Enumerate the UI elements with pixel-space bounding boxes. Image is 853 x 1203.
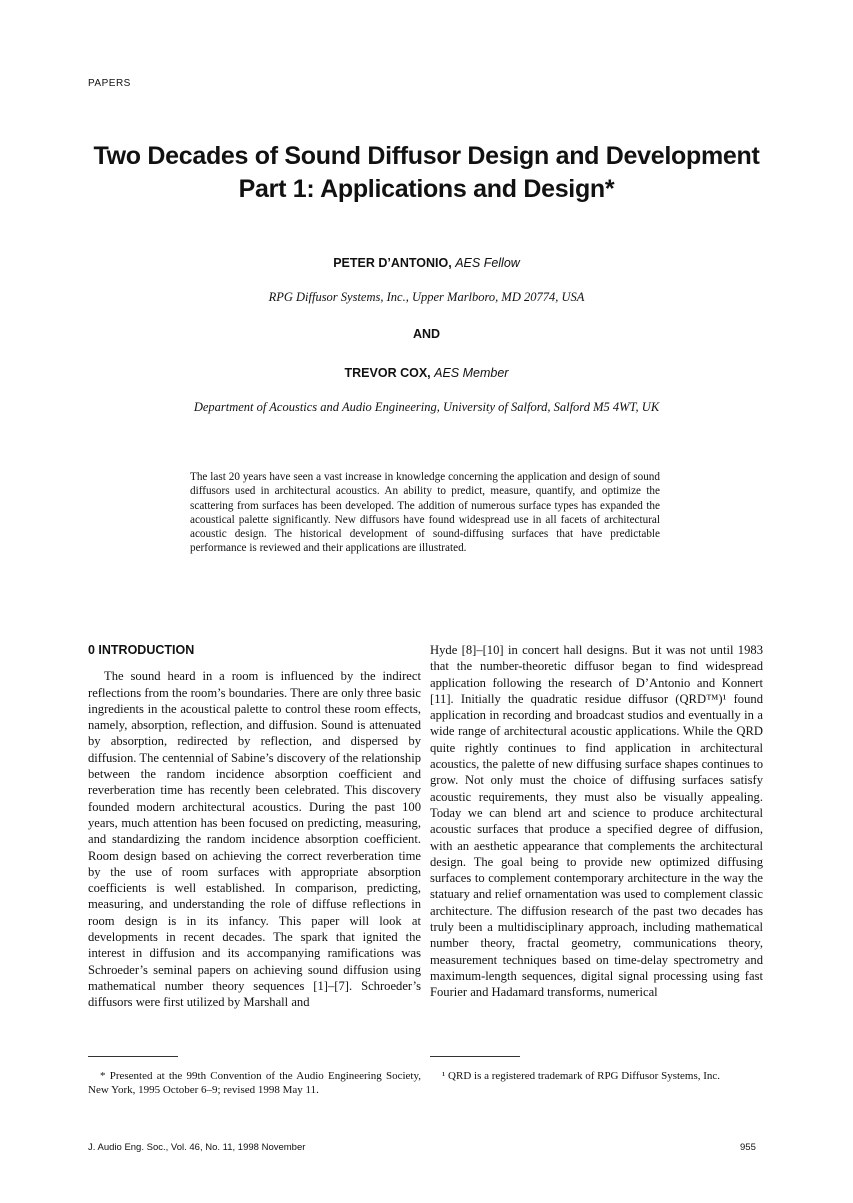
intro-paragraph-left: The sound heard in a room is influenced by the indirect reflections from the room’s boundaries. There are only three basic ingredients in the acoustical palette to control these room effects, namely, absorption, reflection, and diffusion. Sound is attenuated by absorption, redirected by reflection, and dispersed by diffusion. The centennial of Sabine’s discovery of the relationship between the random incidence absorption coefficient and reverberation time has recently been celebrated. This discovery founded modern architectural acoustics. During the past 100 years, much attention has been focused on predicting, measuring, and standardizing the random incidence absorption coefficient. Room design based on achieving the correct reverberation time by the use of room surfaces with appropriate absorption coefficients is well established. In comparison, predicting, measuring, and understanding the role of diffuse reflections in room design is in its infancy. This paper will look at developments in recent decades. The spark that ignited the interest in diffusion and its accompanying ramifications was Schroeder’s seminal papers on achieving sound diffusion using mathematical number theory sequences [1]–[7]. Schroeder’s diffusors were first utilized by Marshall and	[88, 669, 421, 1010]
footer-journal-citation: J. Audio Eng. Soc., Vol. 46, No. 11, 1998 November	[88, 1142, 306, 1153]
abstract: The last 20 years have seen a vast increase in knowledge concerning the application and design of sound diffusors used in architectural acoustics. An ability to predict, measure, quantify, and optimize the scattering from surfaces has been developed. The addition of numerous surface types has expanded the acoustical palette significantly. New diffusors have found widespread use in all facets of architectural acoustic design. The historical development of sound-diffusing surfaces that have predictable performance is reviewed and their applications are illustrated.	[190, 471, 660, 555]
paper-title-line-1: Two Decades of Sound Diffusor Design and Development	[93, 142, 760, 170]
footnote-right: ¹ QRD is a registered trademark of RPG Diffusor Systems, Inc.	[442, 1070, 721, 1082]
author-2-title: AES Member	[434, 366, 509, 380]
footer-page-number: 955	[740, 1142, 756, 1153]
right-column	[430, 642, 763, 1001]
and-separator: AND	[412, 327, 441, 341]
running-head: PAPERS	[88, 78, 131, 89]
section-heading: 0 INTRODUCTION	[88, 643, 195, 657]
intro-paragraph-right: Hyde [8]–[10] in concert hall designs. But it was not until 1983 that the number-theoretic diffusor began to find widespread application following the research of D’Antonio and Konnert [11]. Initially the quadratic residue diffusor (QRD™)¹ found application in recording and broadcast studios and eventually in a wide range of architectural acoustic applications. While the QRD quite rightly continues to find application in architectural acoustics, the palette of new diffusing surface shapes continues to grow. Not only must the choice of diffusing surfaces satisfy acoustic requirements, they must also be visually appealing. Today we can blend art and science to produce architectural acoustic surfaces that produce a specified degree of diffusion, with an aesthetic appearance that complements the architectural design. The goal being to provide new optimized diffusing surfaces to complement contemporary architecture in the way the statuary and relief ornamentation was used to complement classic architecture. The diffusion research of the past two decades has truly been a multidisciplinary approach, including mathematical number theory, fractal geometry, communications theory, measurement techniques based on time-delay spectrometry and maximum-length sequences, digital signal processing using fast Fourier and Hadamard transforms, numerical	[430, 643, 763, 1000]
footnote-left: * Presented at the 99th Convention of the Audio Engineering Society, New York, 1995 October 6–9; revised 1998 May 11.	[88, 1070, 421, 1096]
author-2-name: TREVOR COX,	[344, 366, 431, 380]
author-1	[60, 256, 793, 270]
author-1-title: AES Fellow	[455, 256, 520, 270]
paper-title-line-2: Part 1: Applications and Design*	[238, 175, 615, 203]
paper-title	[60, 140, 793, 206]
left-column	[88, 642, 421, 1011]
author-2-affiliation: Department of Acoustics and Audio Engineering, University of Salford, Salford M5 4WT, UK	[193, 400, 660, 414]
author-1-name: PETER D’ANTONIO,	[333, 256, 452, 270]
author-2	[60, 366, 793, 380]
author-1-affiliation: RPG Diffusor Systems, Inc., Upper Marlboro, MD 20774, USA	[268, 290, 585, 304]
footnote-rule-left	[88, 1056, 178, 1057]
footnote-rule-right	[430, 1056, 520, 1057]
